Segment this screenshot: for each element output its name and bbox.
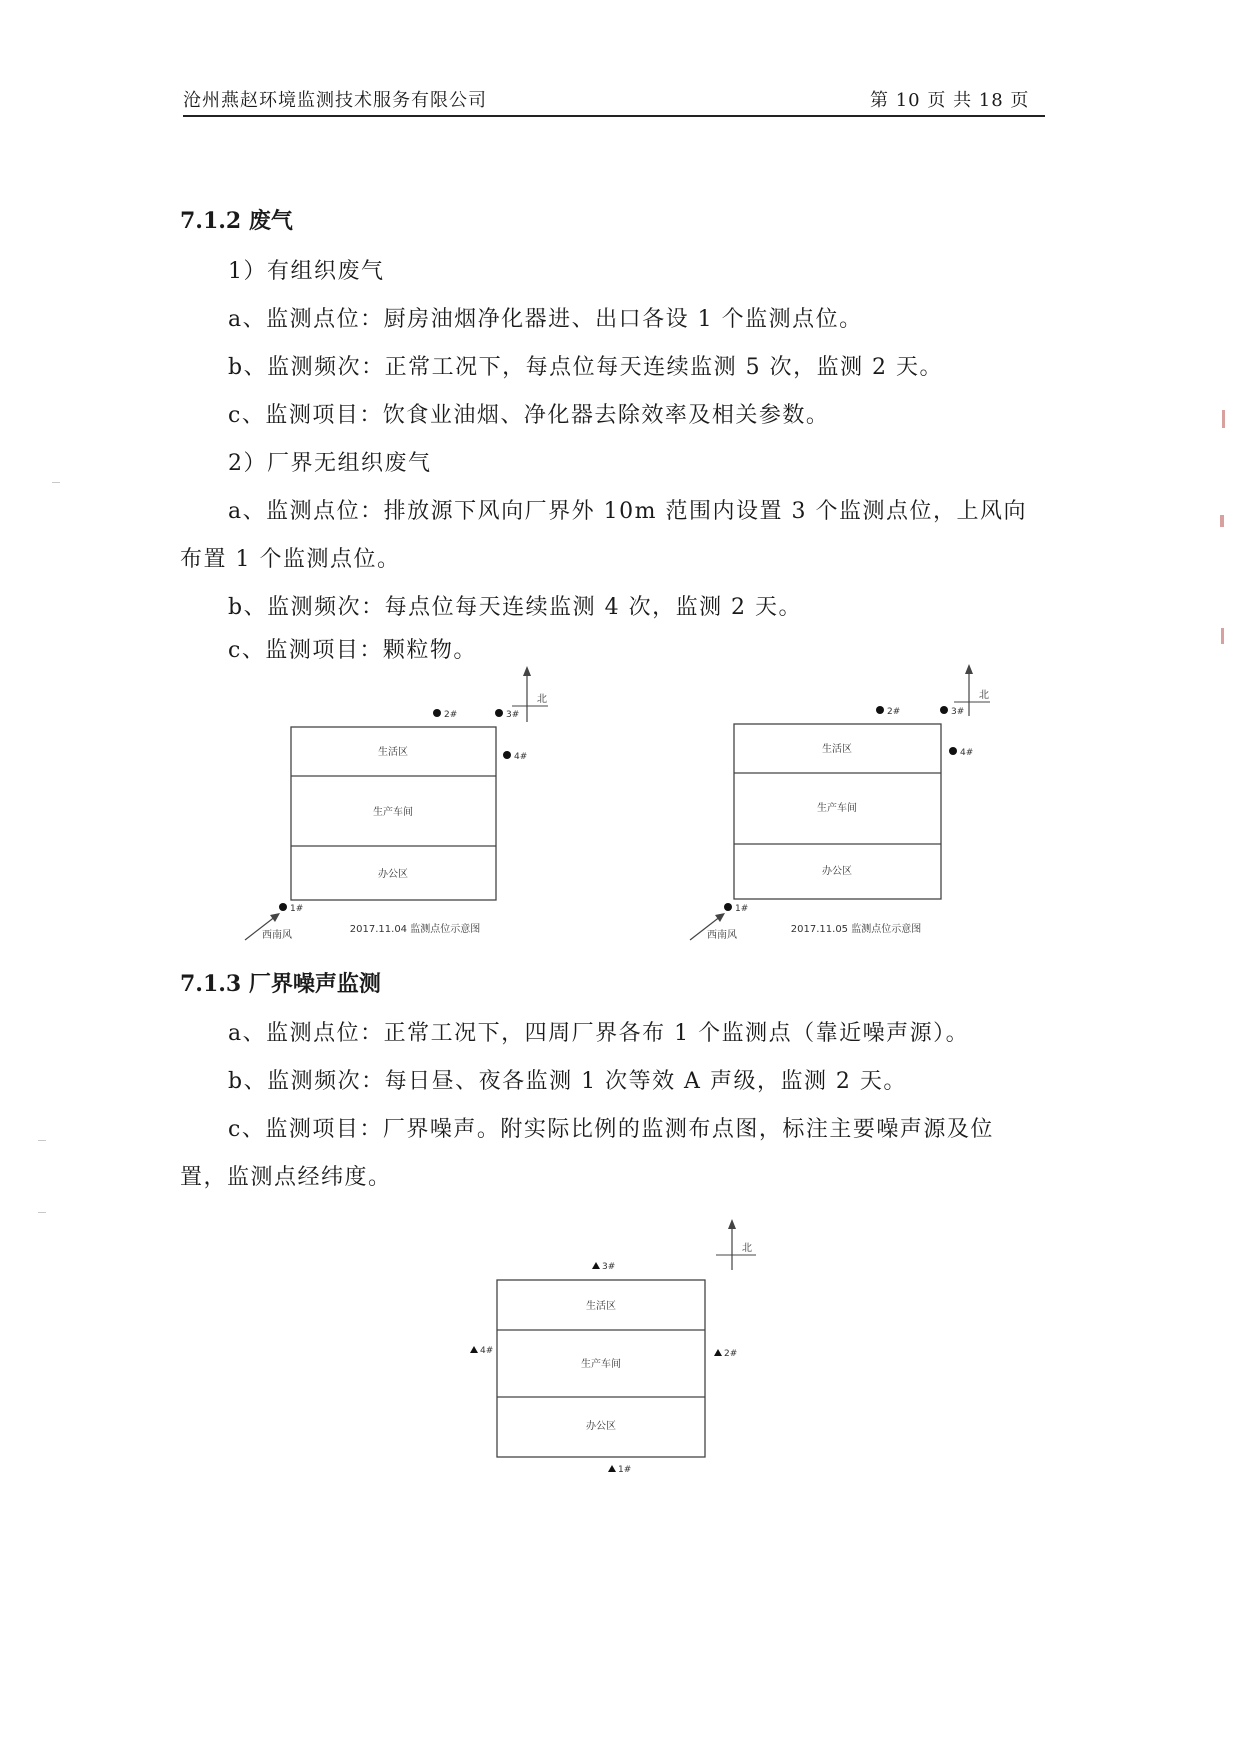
point-3-marker: [592, 1262, 600, 1269]
fugitive-heading: 2）厂界无组织废气: [228, 451, 432, 476]
zone-office: 办公区: [822, 866, 852, 877]
figure-caption: 2017.11.04 监测点位示意图: [349, 924, 481, 935]
point-1-marker: [724, 903, 732, 911]
zone-living: 生活区: [586, 1301, 616, 1312]
point-4-marker: [470, 1346, 478, 1353]
point-4-label: 4#: [960, 748, 974, 758]
scan-mark: [38, 1140, 46, 1141]
zone-living: 生活区: [378, 747, 408, 758]
fugitive-point-line2: 布置 1 个监测点位。: [180, 547, 401, 572]
noise-items-line2: 置，监测点经纬度。: [180, 1165, 392, 1190]
point-4-label: 4#: [514, 752, 528, 762]
north-label: 北: [979, 690, 989, 701]
point-1-marker: [279, 903, 287, 911]
scan-mark: [52, 482, 60, 483]
wind-label: 西南风: [262, 930, 292, 941]
zone-workshop: 生产车间: [373, 807, 413, 818]
stamp-fragment: [1222, 410, 1225, 428]
point-3-label: 3#: [951, 707, 965, 717]
point-2-marker: [714, 1349, 722, 1356]
noise-point: a、监测点位：正常工况下，四周厂界各布 1 个监测点（靠近噪声源）。: [228, 1021, 970, 1046]
zone-workshop: 生产车间: [817, 803, 857, 814]
point-2-label: 2#: [887, 707, 901, 717]
fugitive-frequency: b、监测频次：每点位每天连续监测 4 次，监测 2 天。: [228, 595, 803, 620]
organized-frequency: b、监测频次：正常工况下，每点位每天连续监测 5 次，监测 2 天。: [228, 355, 944, 380]
point-4-label: 4#: [480, 1346, 494, 1356]
air-monitoring-figure-1: [240, 660, 560, 945]
fugitive-items: c、监测项目：颗粒物。: [228, 638, 477, 663]
point-3-label: 3#: [506, 710, 520, 720]
north-label: 北: [537, 694, 547, 705]
point-2-marker: [433, 709, 441, 717]
north-label: 北: [742, 1243, 752, 1254]
zone-office: 办公区: [586, 1421, 616, 1432]
company-name: 沧州燕赵环境监测技术服务有限公司: [183, 90, 487, 111]
noise-monitoring-figure: [460, 1215, 770, 1480]
point-2-marker: [876, 706, 884, 714]
point-1-label: 1#: [290, 904, 304, 914]
fugitive-point-line1: a、监测点位：排放源下风向厂界外 10m 范围内设置 3 个监测点位，上风向: [228, 499, 1027, 524]
point-4-marker: [503, 751, 511, 759]
header-rule: [183, 115, 1045, 117]
organized-items: c、监测项目：饮食业油烟、净化器去除效率及相关参数。: [228, 403, 830, 428]
noise-frequency: b、监测频次：每日昼、夜各监测 1 次等效 A 声级，监测 2 天。: [228, 1069, 907, 1094]
point-2-label: 2#: [724, 1349, 738, 1359]
noise-items-line1: c、监测项目：厂界噪声。附实际比例的监测布点图，标注主要噪声源及位: [228, 1117, 994, 1142]
section-7-1-2-title: 7.1.2 废气: [180, 208, 293, 234]
point-3-label: 3#: [602, 1262, 616, 1272]
air-monitoring-figure-2: [682, 660, 1002, 945]
figure-caption: 2017.11.05 监测点位示意图: [790, 924, 922, 935]
organized-point: a、监测点位：厨房油烟净化器进、出口各设 1 个监测点位。: [228, 307, 863, 332]
section-7-1-3-title: 7.1.3 厂界噪声监测: [180, 971, 381, 997]
page-number: 第 10 页 共 18 页: [870, 90, 1030, 111]
point-1-marker: [608, 1465, 616, 1472]
point-2-label: 2#: [444, 710, 458, 720]
scan-mark: [38, 1212, 46, 1213]
zone-workshop: 生产车间: [581, 1359, 621, 1370]
stamp-fragment: [1220, 515, 1224, 527]
point-4-marker: [949, 747, 957, 755]
point-1-label: 1#: [618, 1465, 632, 1475]
point-1-label: 1#: [735, 904, 749, 914]
zone-office: 办公区: [378, 869, 408, 880]
wind-label: 西南风: [707, 930, 737, 941]
point-3-marker: [495, 709, 503, 717]
zone-living: 生活区: [822, 744, 852, 755]
point-3-marker: [940, 706, 948, 714]
organized-heading: 1）有组织废气: [228, 259, 385, 284]
stamp-fragment: [1221, 628, 1224, 644]
